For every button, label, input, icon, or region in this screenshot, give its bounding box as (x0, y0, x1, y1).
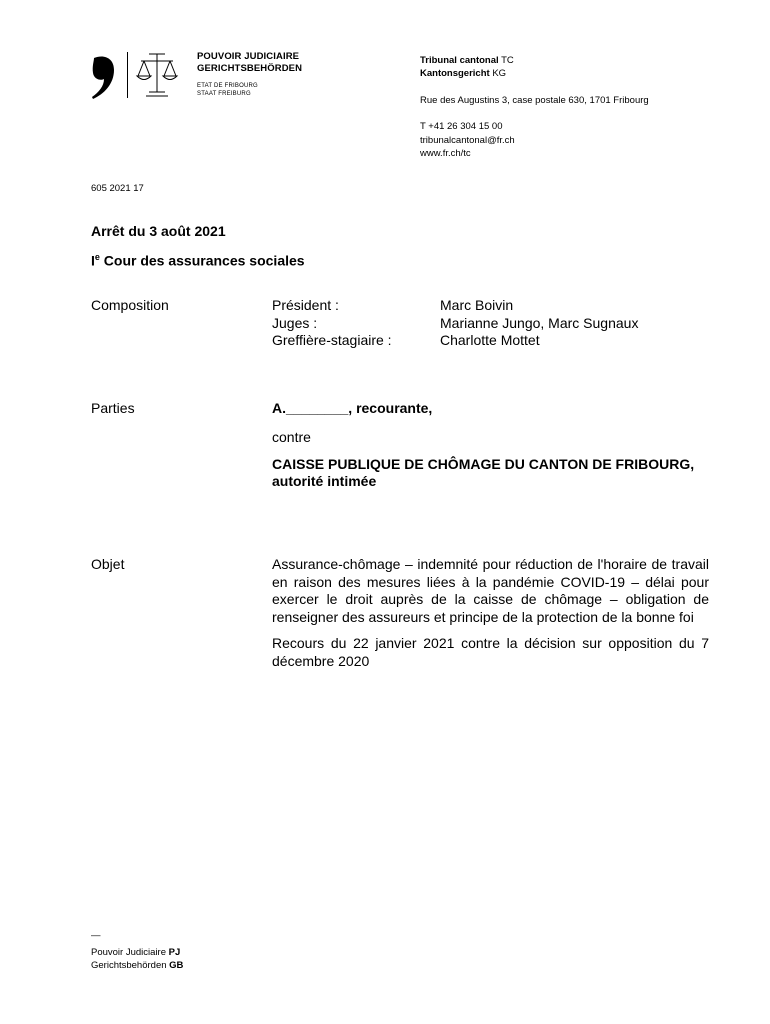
case-reference: 605 2021 17 (91, 183, 144, 194)
versus: contre (272, 429, 311, 445)
chamber-name: Cour des assurances sociales (99, 252, 305, 269)
footer-abbr: GB (169, 960, 184, 971)
scales-of-justice-icon (135, 52, 179, 98)
composition-label: Composition (91, 297, 169, 313)
composition-name: Marc Boivin (440, 297, 514, 313)
composition-role: Juges : (272, 315, 318, 331)
org-name-de: GERICHTSBEHÖRDEN (197, 63, 303, 74)
court-abbr-de: KG (492, 68, 507, 79)
state-name-fr: ETAT DE FRIBOURG (197, 83, 258, 89)
respondent (272, 456, 694, 490)
court-name-de: Kantonsgericht (420, 68, 490, 79)
composition-name: Marianne Jungo, Marc Sugnaux (440, 315, 639, 331)
object-paragraph: Assurance-chômage – indemnité pour réduction de l'horaire de travail en raison des mesures liées à la pandémie COVID-19 – délai pour exercer le droit auprès de la caisse de chômage – obligation de renseigner des assureurs et principe de la protection de la bonne foi (272, 556, 709, 625)
court-email: tribunalcantonal@fr.ch (420, 134, 515, 146)
court-contact (420, 120, 515, 161)
parties-label: Parties (91, 400, 135, 416)
footer-abbr: PJ (168, 947, 181, 958)
court-abbr-fr: TC (501, 55, 514, 66)
fribourg-logo-icon (90, 52, 116, 100)
footer-text: Pouvoir Judiciaire (91, 947, 166, 958)
footer-dash: — (91, 930, 101, 941)
letterhead-divider (127, 52, 128, 98)
court-name-block (420, 54, 514, 80)
chamber-prefix: I (91, 252, 95, 269)
composition-role: Président : (272, 297, 339, 313)
org-name-fr: POUVOIR JUDICIAIRE (197, 51, 300, 62)
chamber-title (91, 252, 305, 269)
object-label: Objet (91, 556, 125, 572)
court-website: www.fr.ch/tc (420, 148, 471, 159)
court-phone: T +41 26 304 15 00 (420, 121, 503, 132)
footer-line (91, 960, 183, 971)
chamber-ordinal: e (94, 252, 100, 262)
judgment-title: Arrêt du 3 août 2021 (91, 223, 226, 239)
composition-role: Greffière-stagiaire : (272, 332, 392, 348)
appellant: A.________, recourante, (272, 400, 433, 416)
footer-line (91, 947, 180, 958)
court-address: Rue des Augustins 3, case postale 630, 1701 Fribourg (420, 95, 649, 106)
composition-name: Charlotte Mottet (440, 332, 540, 348)
state-name-de: STAAT FREIBURG (197, 91, 251, 97)
court-name-fr: Tribunal cantonal (420, 55, 499, 66)
respondent-line: autorité intimée (272, 473, 377, 489)
respondent-line: CAISSE PUBLIQUE DE CHÔMAGE DU CANTON DE FRIBOURG, (272, 456, 695, 472)
object-paragraph: Recours du 22 janvier 2021 contre la décision sur opposition du 7 décembre 2020 (272, 635, 709, 669)
footer-text: Gerichtsbehörden (91, 960, 167, 971)
